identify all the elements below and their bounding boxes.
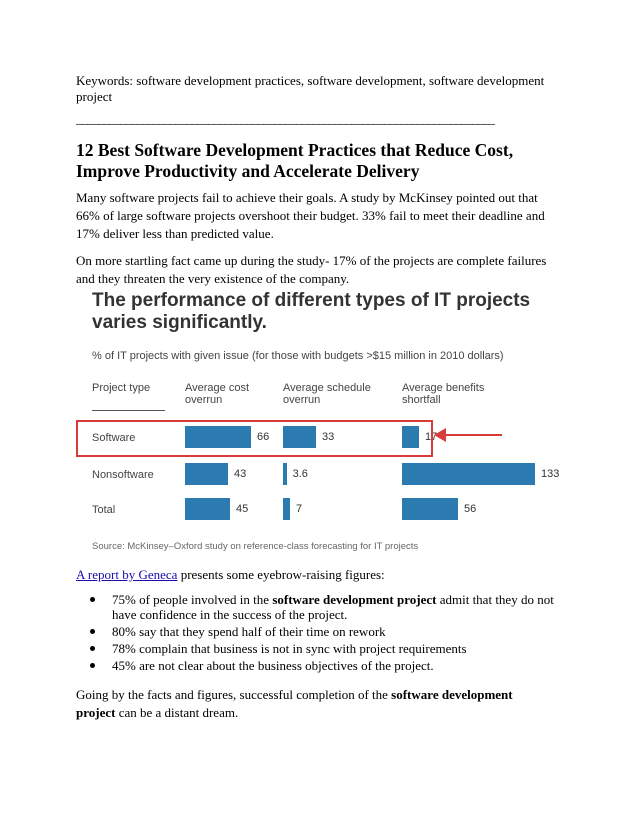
chart-title: The performance of different types of IT projects varies significantly. bbox=[92, 290, 531, 333]
bar-cost-nonsoftware bbox=[185, 463, 228, 485]
closing-paragraph: Going by the facts and figures, successful completion of the software development project can be a distant dream. bbox=[76, 687, 513, 720]
list-item: 80% say that they spend half of their time on rework bbox=[76, 624, 554, 639]
header-divider bbox=[92, 410, 165, 411]
geneca-report-link[interactable]: A report by Geneca bbox=[76, 567, 178, 582]
bar-schedule-nonsoftware bbox=[283, 463, 287, 485]
geneca-paragraph bbox=[76, 566, 554, 584]
header-project-type: Project type bbox=[92, 382, 151, 394]
bullet-icon bbox=[90, 663, 95, 668]
header-schedule-overrun: Average schedule overrun bbox=[283, 382, 371, 406]
highlight-arrow bbox=[444, 434, 502, 436]
bar-benefits-total bbox=[402, 498, 458, 520]
value-label-schedule-nonsoftware: 3.6 bbox=[292, 468, 308, 480]
value-label-cost-software: 66 bbox=[257, 431, 270, 443]
article-title: 12 Best Software Development Practices that Reduce Cost, Improve Productivity and Accelerate Delivery bbox=[76, 140, 514, 181]
row-label-software: Software bbox=[92, 432, 136, 444]
separator-line: ____________________________________________________________________________ bbox=[76, 112, 494, 126]
intro-paragraph: Many software projects fail to achieve their goals. A study by McKinsey pointed out that 66% of large software projects overshoot their budget. 33% fail to meet their deadline and 17% deliver less than predicted value. bbox=[76, 190, 545, 241]
value-label-benefits-total: 56 bbox=[464, 503, 477, 515]
chart-subtitle: % of IT projects with given issue (for those with budgets >$15 million in 2010 dollars) bbox=[92, 350, 504, 362]
figures-list bbox=[76, 592, 554, 675]
header-cost-overrun: Average cost overrun bbox=[185, 382, 250, 406]
chart-source: Source: McKinsey–Oxford study on reference-class forecasting for IT projects bbox=[92, 541, 419, 552]
bullet-icon bbox=[90, 597, 95, 602]
geneca-paragraph-text: presents some eyebrow-raising figures: bbox=[177, 567, 385, 582]
value-label-cost-nonsoftware: 43 bbox=[234, 468, 247, 480]
it-projects-chart bbox=[84, 290, 560, 560]
value-label-benefits-nonsoftware: 133 bbox=[541, 468, 560, 480]
bullet-icon bbox=[90, 646, 95, 651]
value-label-schedule-total: 7 bbox=[296, 503, 303, 515]
bar-schedule-total bbox=[283, 498, 290, 520]
list-item: 78% complain that business is not in sync with project requirements bbox=[76, 641, 554, 656]
bar-cost-total bbox=[185, 498, 230, 520]
software-row-highlight bbox=[76, 420, 433, 457]
value-label-benefits-software: 17 bbox=[425, 431, 438, 443]
keywords-line: Keywords: software development practices, software development, software development project bbox=[76, 73, 545, 104]
highlight-arrow-head bbox=[434, 428, 446, 442]
value-label-cost-total: 45 bbox=[236, 503, 249, 515]
value-label-schedule-software: 33 bbox=[322, 431, 335, 443]
row-label-nonsoftware: Nonsoftware bbox=[92, 469, 154, 481]
bullet-icon bbox=[90, 629, 95, 634]
bar-benefits-nonsoftware bbox=[402, 463, 535, 485]
list-item: 75% of people involved in the software development project admit that they do not have confidence in the success of the project. bbox=[76, 592, 554, 622]
row-label-total: Total bbox=[92, 504, 116, 516]
list-item: 45% are not clear about the business objectives of the project. bbox=[76, 658, 554, 673]
startling-fact-paragraph: On more startling fact came up during the study- 17% of the projects are complete failures and they threaten the very existence of the company. bbox=[76, 253, 547, 286]
header-benefits-shortfall: Average benefits shortfall bbox=[402, 382, 485, 406]
